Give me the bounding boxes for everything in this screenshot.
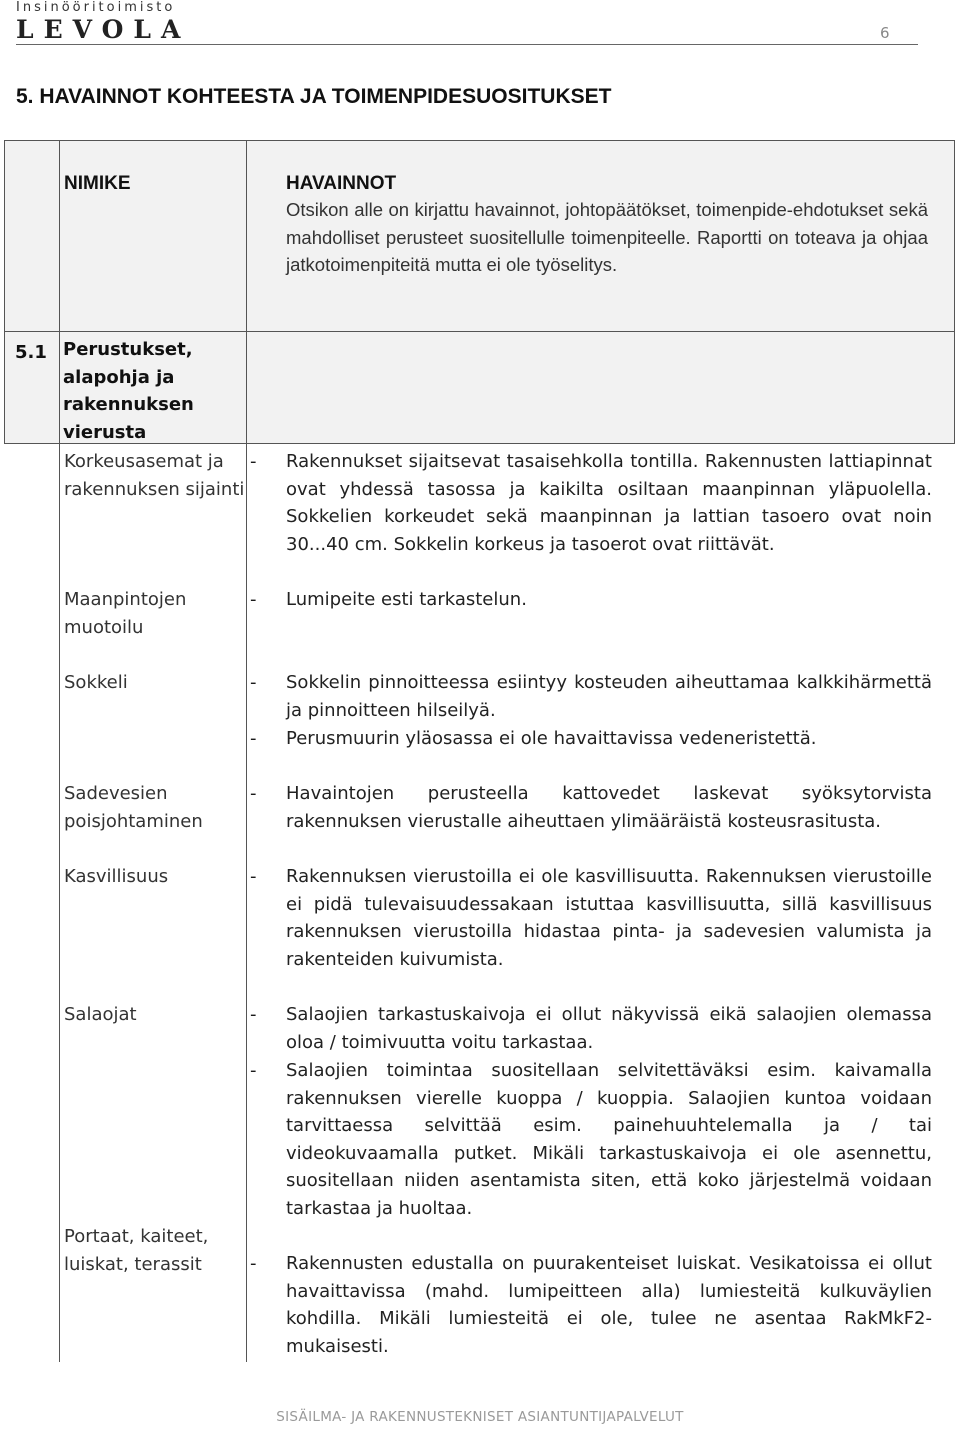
findings-intro: Otsikon alle on kirjattu havainnot, johtopäätökset, toimenpide-ehdotukset sekä mahdolliset perusteet suositellulle toimenpiteelle. Raportti on toteava ja ohjaa jatkotoimenpiteitä mutta ei ole työselitys. — [286, 199, 928, 275]
column-divider-label — [246, 140, 247, 1362]
bullet-dash: - — [250, 1004, 257, 1025]
finding-text: Rakennusten edustalla on puurakenteiset luiskat. Vesikatoissa ei ollut havaittavissa (mahd. lumipeitteen alla) lumiesteitä kulkuväylien kohdilla. Mikäli lumiesteitä ei ole, tulee ne asentaa RakMkF2-mukaisesti. — [286, 1253, 932, 1357]
finding-text: Rakennuksen vierustoilla ei ole kasvillisuutta. Rakennuksen vierustoille ei pidä tulevaisuudessakaan istuttaa kasvillisuutta, sillä kasvillisuus rakennuksen vierustoilla hidastaa pinta- ja sadevesien valumista ja rakenteiden kuivumista. — [286, 866, 932, 970]
row-label-portaat-kaiteet: Portaat, kaiteet, luiskat, terassit — [64, 1226, 209, 1275]
finding-text: Havaintojen perusteella kattovedet laskevat syöksytorvista rakennuksen vierustalle aiheuttaen ylimääräistä kosteusrasitusta. — [286, 783, 932, 832]
bullet-dash: - — [250, 451, 257, 472]
finding-text: Lumipeite esti tarkastelun. — [286, 589, 527, 610]
row-label-sadevesien-poisjohtaminen: Sadevesien poisjohtaminen — [64, 783, 203, 832]
bullet-dash: - — [250, 728, 257, 749]
column-header-findings: HAVAINNOT — [286, 173, 397, 194]
column-divider-number — [59, 140, 60, 1362]
footer: SISÄILMA- JA RAKENNUSTEKNISET ASIANTUNTIJAPALVELUT — [276, 1409, 684, 1425]
company-logo: LEVOLA — [16, 15, 191, 44]
finding-text: Sokkelin pinnoitteessa esiintyy kosteuden aiheuttamaa kalkkihärmettä ja pinnoitteen hilseilyä. — [286, 672, 932, 721]
column-header-name: NIMIKE — [64, 173, 131, 194]
finding-text: Salaojien toimintaa suositellaan selvitettäväksi esim. kaivamalla rakennuksen vierelle kuoppa / kuoppia. Salaojien kuntoa voidaan tarvittaessa selvittää esim. painehuuhtelemalla ja / tai videokuvaamalla putket. Mikäli tarkastuskaivoja ei ole asennettu, suositellaan niiden asentamista siten, että koko järjestelmä voidaan tarkastaa ja huoltaa. — [286, 1060, 932, 1219]
bullet-dash: - — [250, 1253, 257, 1274]
section-title: Perustukset, alapohja ja rakennuksen vierusta — [63, 339, 194, 443]
row-label-maanpintojen-muotoilu: Maanpintojen muotoilu — [64, 589, 187, 638]
section-number: 5.1 — [15, 342, 47, 363]
header-divider — [16, 44, 918, 45]
section-heading: 5. HAVAINNOT KOHTEESTA JA TOIMENPIDESUOSITUKSET — [16, 85, 612, 108]
row-label-kasvillisuus: Kasvillisuus — [64, 866, 169, 887]
row-label-sokkeli: Sokkeli — [64, 672, 128, 693]
finding-text: Salaojien tarkastuskaivoja ei ollut näkyvissä eikä salaojien olemassa oloa / toimivuutta voitu tarkastaa. — [286, 1004, 932, 1053]
bullet-dash: - — [250, 672, 257, 693]
bullet-dash: - — [250, 1060, 257, 1081]
row-label-salaojat: Salaojat — [64, 1004, 137, 1025]
finding-text: Rakennukset sijaitsevat tasaisehkolla tontilla. Rakennusten lattiapinnat ovat yhdessä tasossa ja kaikilta osiltaan maanpinnan yläpuolella. Sokkelien korkeudet sekä maanpinnan ja lattian tasoero ovat noin 30...40 cm. Sokkelin korkeus ja tasoerot ovat riittävät. — [286, 451, 932, 555]
finding-text: Perusmuurin yläosassa ei ole havaittavissa vedeneristettä. — [286, 728, 817, 749]
row-label-korkeusasemat: Korkeusasemat ja rakennuksen sijainti — [64, 451, 245, 500]
bullet-dash: - — [250, 589, 257, 610]
bullet-dash: - — [250, 783, 257, 804]
company-tagline: Insinööritoimisto — [16, 0, 176, 15]
bullet-dash: - — [250, 866, 257, 887]
page-number: 6 — [880, 24, 890, 42]
findings-table — [4, 140, 955, 1380]
